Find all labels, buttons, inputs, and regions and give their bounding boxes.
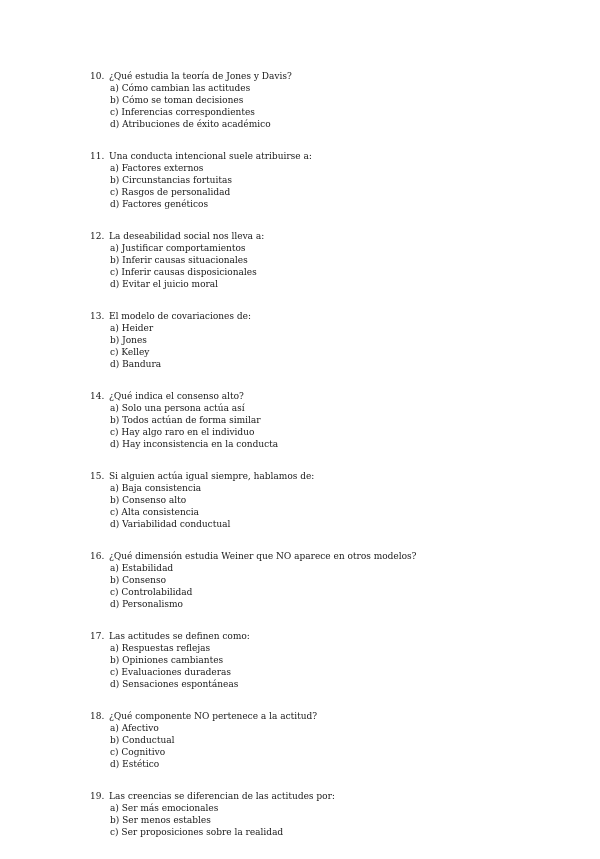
question-item xyxy=(90,711,560,771)
answer-option: a) Ser más emocionales xyxy=(110,804,219,814)
question-number: 10. xyxy=(90,72,105,82)
question-text: Una conducta intencional suele atribuirse a: xyxy=(109,152,312,162)
answer-option: a) Justificar comportamientos xyxy=(110,244,246,254)
answer-option: a) Heider xyxy=(110,324,154,334)
answer-option: c) Inferencias correspondientes xyxy=(110,108,255,118)
answer-option: b) Conductual xyxy=(110,736,175,746)
question-text: Las creencias se diferencian de las actitudes por: xyxy=(109,792,335,802)
answer-option: b) Ser menos estables xyxy=(110,816,211,826)
answer-options xyxy=(90,403,560,451)
question-text: Si alguien actúa igual siempre, hablamos de: xyxy=(109,472,315,482)
question-text: El modelo de covariaciones de: xyxy=(109,312,251,322)
question-header xyxy=(90,471,560,483)
answer-options xyxy=(90,243,560,291)
answer-option: d) Sensaciones espontáneas xyxy=(110,680,239,690)
answer-option: b) Circunstancias fortuitas xyxy=(110,176,232,186)
question-number: 12. xyxy=(90,232,105,242)
answer-option: c) Ser proposiciones sobre la realidad xyxy=(110,828,284,838)
question-header xyxy=(90,711,560,723)
answer-option: c) Inferir causas disposicionales xyxy=(110,268,257,278)
answer-option: d) Variabilidad conductual xyxy=(110,520,231,530)
answer-option: c) Cognitivo xyxy=(110,748,166,758)
answer-option: c) Hay algo raro en el individuo xyxy=(110,428,255,438)
question-header xyxy=(90,551,560,563)
question-text: ¿Qué indica el consenso alto? xyxy=(109,392,244,402)
question-number: 18. xyxy=(90,712,105,722)
question-item xyxy=(90,791,560,839)
answer-option: a) Solo una persona actúa así xyxy=(110,404,245,414)
question-text: ¿Qué estudia la teoría de Jones y Davis? xyxy=(109,72,292,82)
question-number: 19. xyxy=(90,792,105,802)
answer-option: a) Baja consistencia xyxy=(110,484,202,494)
answer-options xyxy=(90,643,560,691)
question-number: 11. xyxy=(90,152,105,162)
question-text: Las actitudes se definen como: xyxy=(109,632,250,642)
question-header xyxy=(90,231,560,243)
answer-option: b) Consenso alto xyxy=(110,496,187,506)
answer-option: b) Opiniones cambiantes xyxy=(110,656,224,666)
question-item xyxy=(90,311,560,371)
answer-option: a) Estabilidad xyxy=(110,564,174,574)
answer-options xyxy=(90,83,560,131)
question-header xyxy=(90,391,560,403)
question-text: ¿Qué dimensión estudia Weiner que NO aparece en otros modelos? xyxy=(109,552,417,562)
answer-option: a) Factores externos xyxy=(110,164,204,174)
question-item xyxy=(90,551,560,611)
question-list xyxy=(90,71,560,859)
question-item xyxy=(90,391,560,451)
answer-option: c) Rasgos de personalidad xyxy=(110,188,231,198)
question-item xyxy=(90,471,560,531)
answer-option: b) Jones xyxy=(110,336,147,346)
answer-option: d) Hay inconsistencia en la conducta xyxy=(110,440,279,450)
answer-option: b) Consenso xyxy=(110,576,167,586)
answer-option: a) Respuestas reflejas xyxy=(110,644,211,654)
question-number: 16. xyxy=(90,552,105,562)
answer-option: d) Factores genéticos xyxy=(110,200,209,210)
answer-options xyxy=(90,723,560,771)
answer-options xyxy=(90,563,560,611)
answer-option: c) Evaluaciones duraderas xyxy=(110,668,232,678)
answer-options xyxy=(90,803,560,839)
question-item xyxy=(90,231,560,291)
question-number: 17. xyxy=(90,632,105,642)
question-text: ¿Qué componente NO pertenece a la actitud? xyxy=(109,712,318,722)
answer-option: d) Atribuciones de éxito académico xyxy=(110,120,271,130)
question-header xyxy=(90,631,560,643)
answer-options xyxy=(90,323,560,371)
answer-option: d) Estético xyxy=(110,760,160,770)
question-header xyxy=(90,71,560,83)
question-text: La deseabilidad social nos lleva a: xyxy=(109,232,265,242)
question-header xyxy=(90,151,560,163)
question-header xyxy=(90,791,560,803)
question-number: 15. xyxy=(90,472,105,482)
answer-option: b) Todos actúan de forma similar xyxy=(110,416,261,426)
answer-option: c) Alta consistencia xyxy=(110,508,200,518)
question-item xyxy=(90,631,560,691)
answer-option: a) Afectivo xyxy=(110,724,159,734)
answer-option: a) Cómo cambian las actitudes xyxy=(110,84,251,94)
question-number: 13. xyxy=(90,312,105,322)
answer-option: b) Cómo se toman decisiones xyxy=(110,96,244,106)
question-number: 14. xyxy=(90,392,105,402)
answer-option: c) Kelley xyxy=(110,348,150,358)
question-header xyxy=(90,311,560,323)
answer-option: c) Controlabilidad xyxy=(110,588,193,598)
question-item xyxy=(90,71,560,131)
answer-option: b) Inferir causas situacionales xyxy=(110,256,248,266)
answer-options xyxy=(90,483,560,531)
answer-option: d) Evitar el juicio moral xyxy=(110,280,219,290)
answer-option: d) Personalismo xyxy=(110,600,183,610)
question-item xyxy=(90,151,560,211)
answer-option: d) Bandura xyxy=(110,360,162,370)
answer-options xyxy=(90,163,560,211)
